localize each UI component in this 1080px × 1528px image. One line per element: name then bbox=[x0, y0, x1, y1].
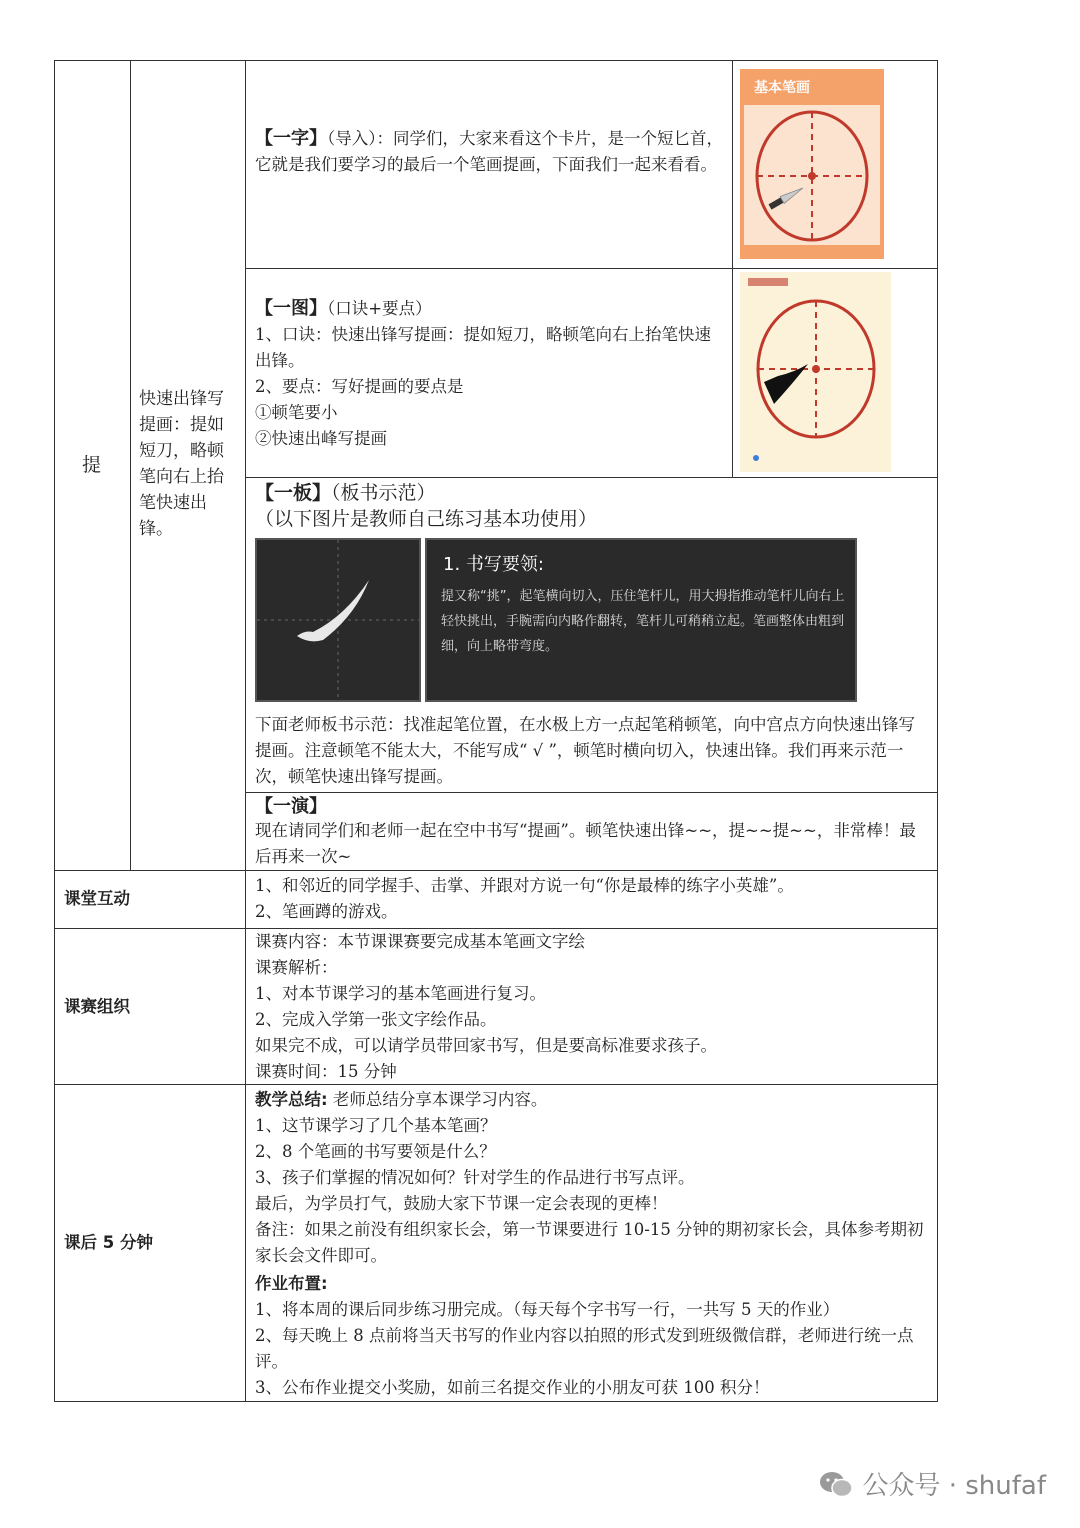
contest-line: 2、完成入学第一张文字绘作品。 bbox=[255, 1010, 497, 1029]
divider bbox=[54, 870, 938, 871]
yitu-line: ①顿笔要小 bbox=[255, 403, 338, 422]
yiyan-body: 现在请同学们和老师一起在空中书写“提画”。顿笔快速出锋~~，提~~提~~，非常棒！最后再来一次~ bbox=[255, 821, 916, 866]
summary-item: 2、8 个笔画的书写要领是什么？ bbox=[255, 1142, 496, 1161]
divider bbox=[54, 1084, 938, 1085]
yiyan-heading: 【一演】 bbox=[255, 796, 327, 817]
divider bbox=[245, 792, 938, 793]
interact-label: 课堂互动 bbox=[64, 889, 130, 908]
yiban-heading: 【一板】 bbox=[255, 482, 332, 504]
interact-line: 1、和邻近的同学握手、击掌、并跟对方说一句“你是最棒的练字小英雄”。 bbox=[255, 876, 794, 895]
divider bbox=[130, 60, 131, 870]
yiban-heading-line bbox=[255, 480, 436, 506]
interact-line: 2、笔画蹲的游戏。 bbox=[255, 902, 398, 921]
watermark bbox=[818, 1465, 1046, 1502]
summary-item: 1、这节课学习了几个基本笔画？ bbox=[255, 1116, 497, 1135]
yitu-heading-line bbox=[255, 296, 432, 322]
board-tips-panel bbox=[425, 538, 857, 702]
board-grid bbox=[257, 540, 419, 700]
yitu-subheading: （口诀+要点） bbox=[327, 299, 432, 318]
summary-heading: 教学总结: bbox=[255, 1090, 328, 1109]
summary-item: 备注：如果之前没有组织家长会，第一节课要进行 10-15 分钟的期初家长会，具体参考期初家长会文件即可。 bbox=[255, 1220, 924, 1265]
homework-item: 3、公布作业提交小奖励，如前三名提交作业的小朋友可获 100 积分！ bbox=[255, 1378, 770, 1397]
after-label: 课后 5 分钟 bbox=[64, 1233, 153, 1252]
contest-line: 如果完不成，可以请学员带回家书写，但是要高标准要求孩子。 bbox=[255, 1036, 717, 1055]
card-title: 基本笔画 bbox=[754, 80, 810, 96]
yitu-line: 2、要点：写好提画的要点是 bbox=[255, 377, 464, 396]
board-stroke-photo bbox=[255, 538, 421, 702]
stroke-label: 提 bbox=[82, 454, 102, 476]
stroke-formula: 快速出锋写提画：提如短刀，略顿笔向右上抬笔快速出锋。 bbox=[139, 389, 224, 539]
summary-item: 最后，为学员打气，鼓励大家下节课一定会表现的更棒！ bbox=[255, 1194, 668, 1213]
summary-item: 3、孩子们掌握的情况如何？针对学生的作品进行书写点评。 bbox=[255, 1168, 695, 1187]
practice-grid bbox=[740, 69, 884, 259]
contest-line: 课赛内容：本节课课赛要完成基本笔画文字绘 bbox=[255, 932, 585, 951]
board-tips-body: 提又称“挑”，起笔横向切入，压住笔杆儿，用大拇指推动笔杆儿向右上轻快挑出，手腕需向内略作翻转，笔杆儿可稍稍立起。笔画整体由粗到细，向上略带弯度。 bbox=[441, 589, 845, 654]
contest-label: 课赛组织 bbox=[64, 997, 130, 1016]
practice-grid-with-stroke bbox=[740, 272, 891, 472]
yiban-demo: 下面老师板书示范：找准起笔位置，在水极上方一点起笔稍顿笔，向中宫点方向快速出锋写提画。注意顿笔不能太大，不能写成“ √ ”，顿笔时横向切入，快速出锋。我们再来示范一次，顿笔快速出锋写提画。 bbox=[255, 715, 915, 786]
summary-line bbox=[255, 1087, 547, 1113]
yitu-heading: 【一图】 bbox=[255, 298, 327, 319]
yizi-heading: 【一字】 bbox=[255, 128, 327, 149]
summary-intro: 老师总结分享本课学习内容。 bbox=[332, 1090, 548, 1109]
divider bbox=[245, 268, 938, 269]
homework-item: 1、将本周的课后同步练习册完成。（每天每个字书写一行，一共写 5 天的作业） bbox=[255, 1300, 840, 1319]
stroke-diagram-image bbox=[740, 272, 891, 472]
contest-line: 课赛解析： bbox=[255, 958, 338, 977]
yizi-subheading: （导入）： bbox=[327, 129, 393, 148]
yizi-paragraph bbox=[255, 126, 725, 178]
watermark-text: 公众号 · shufaf bbox=[862, 1471, 1046, 1501]
divider bbox=[245, 477, 938, 478]
yiban-subheading: （板书示范） bbox=[331, 482, 436, 504]
wechat-icon bbox=[818, 1469, 854, 1499]
homework-heading: 作业布置: bbox=[255, 1274, 328, 1293]
divider bbox=[245, 60, 246, 1402]
contest-line: 1、对本节课学习的基本笔画进行复习。 bbox=[255, 984, 546, 1003]
contest-line: 课赛时间：15 分钟 bbox=[255, 1062, 397, 1081]
stroke-card-image bbox=[740, 69, 884, 259]
board-tips-title: 1. 书写要领: bbox=[443, 554, 544, 575]
yizi-body: 同学们，大家来看这个卡片，是一个短匕首，它就是我们要学习的最后一个笔画提画，下面我们一起来看看。 bbox=[255, 129, 723, 174]
yitu-line: ②快速出峰写提画 bbox=[255, 429, 387, 448]
homework-item: 2、每天晚上 8 点前将当天书写的作业内容以拍照的形式发到班级微信群，老师进行统一点评。 bbox=[255, 1326, 914, 1371]
yitu-line: 1、口诀：快速出锋写提画：提如短刀，略顿笔向右上抬笔快速出锋。 bbox=[255, 325, 711, 370]
yiban-note: （以下图片是教师自己练习基本功使用） bbox=[255, 508, 598, 530]
